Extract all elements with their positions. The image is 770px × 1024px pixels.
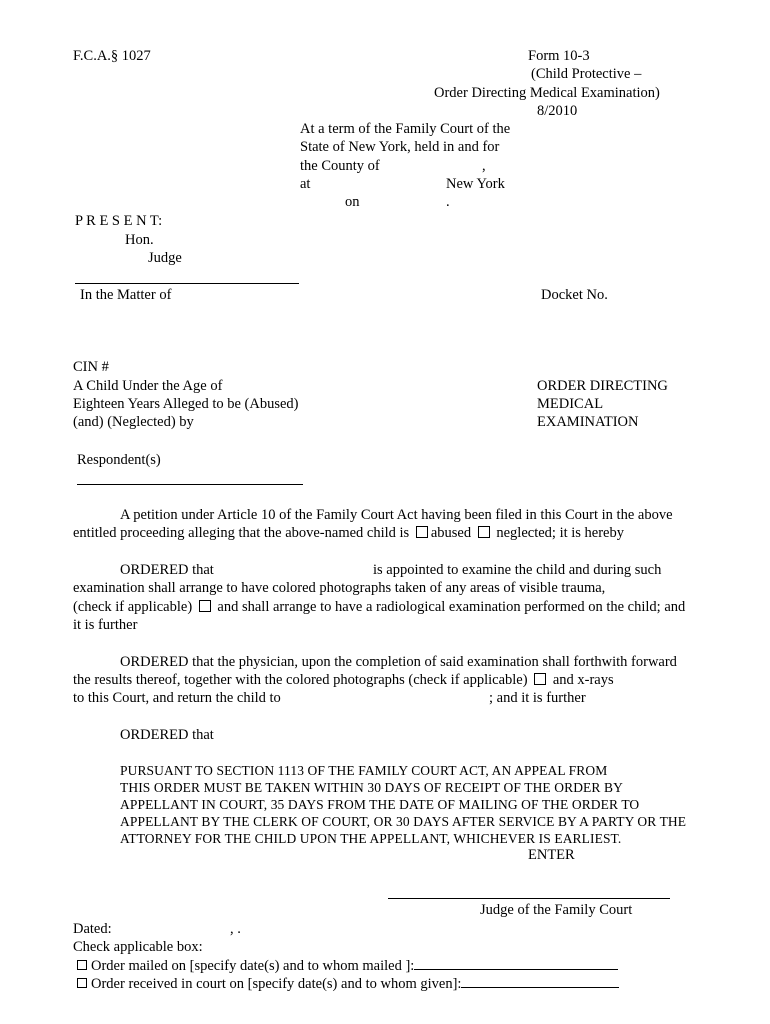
abused-checkbox[interactable] [416, 526, 428, 538]
check-if-applicable-label: (check if applicable) [73, 599, 196, 615]
check-applicable-label: Check applicable box: [73, 939, 203, 955]
order-received-blank[interactable] [461, 975, 619, 988]
dated-separator: , . [230, 921, 241, 937]
child-line-1: A Child Under the Age of [73, 378, 223, 394]
petition-line-2 [73, 524, 624, 542]
caption-bottom-rule [77, 484, 303, 485]
form-number: Form 10-3 [528, 48, 590, 64]
order-mailed-checkbox[interactable] [77, 960, 87, 970]
form-date: 8/2010 [537, 103, 578, 119]
xrays-checkbox[interactable] [534, 673, 546, 685]
term-county: the County of [300, 158, 380, 174]
ordered-2-line-3-end: ; and it is further [489, 690, 586, 706]
neglected-label: neglected; it is hereby [492, 525, 624, 541]
radiological-checkbox[interactable] [199, 600, 211, 612]
statute-reference: F.C.A.§ 1027 [73, 48, 151, 64]
petition-line-1: A petition under Article 10 of the Family Court Act having been filed in this Court in the above [120, 507, 673, 523]
ordered-1-label: ORDERED that [120, 562, 214, 578]
term-state: New York [446, 176, 505, 192]
enter-label: ENTER [528, 847, 575, 863]
present-label: P R E S E N T: [75, 213, 163, 229]
neglected-checkbox[interactable] [478, 526, 490, 538]
ordered-2-line-2-text: the results thereof, together with the colored photographs (check if applicable) [73, 672, 532, 688]
appeal-notice-line-5: ATTORNEY FOR THE CHILD UPON THE APPELLANT, WHICHEVER IS EARLIEST. [120, 831, 622, 846]
caption-top-rule [75, 283, 299, 284]
judge-signature-line[interactable] [388, 898, 670, 899]
appeal-notice-line-1: PURSUANT TO SECTION 1113 OF THE FAMILY COURT ACT, AN APPEAL FROM [120, 763, 608, 778]
ordered-1-line-3 [73, 598, 685, 616]
ordered-1-text: is appointed to examine the child and during such [373, 562, 662, 578]
term-period: . [446, 194, 450, 210]
term-line-2: State of New York, held in and for [300, 139, 500, 155]
form-title: Order Directing Medical Examination) [434, 85, 660, 101]
order-mailed-row [77, 957, 618, 975]
ordered-2-line-2 [73, 671, 614, 689]
xrays-label: and x-rays [549, 672, 614, 688]
dated-label: Dated: [73, 921, 112, 937]
appeal-notice-line-3: APPELLANT IN COURT, 35 DAYS FROM THE DATE OF MAILING OF THE ORDER TO [120, 797, 640, 812]
term-comma: , [482, 158, 486, 174]
term-on: on [345, 194, 360, 210]
ordered-1-line-2: examination shall arrange to have colored photographs taken of any areas of visible trauma, [73, 580, 606, 596]
matter-label: In the Matter of [80, 287, 172, 303]
radiological-label: and shall arrange to have a radiological examination performed on the child; and [213, 599, 686, 615]
cin-label: CIN # [73, 359, 109, 375]
order-title-line-1: ORDER DIRECTING [537, 378, 668, 394]
appeal-notice-line-2: THIS ORDER MUST BE TAKEN WITHIN 30 DAYS OF RECEIPT OF THE ORDER BY [120, 780, 623, 795]
order-title-line-2: MEDICAL [537, 396, 604, 412]
term-at: at [300, 176, 311, 192]
order-received-label: Order received in court on [specify date(s) and to whom given]: [91, 976, 462, 992]
abused-label: abused [430, 525, 475, 541]
child-line-3: (and) (Neglected) by [73, 414, 194, 430]
appeal-notice-line-4: APPELLANT BY THE CLERK OF COURT, OR 30 DAYS AFTER SERVICE BY A PARTY OR THE [120, 814, 687, 829]
ordered-1-line-4: it is further [73, 617, 138, 633]
order-title-line-3: EXAMINATION [537, 414, 639, 430]
term-line-1: At a term of the Family Court of the [300, 121, 511, 137]
docket-label: Docket No. [541, 287, 608, 303]
order-mailed-label: Order mailed on [specify date(s) and to whom mailed ]: [91, 958, 415, 974]
form-type: (Child Protective – [531, 66, 642, 82]
ordered-2-line-3: to this Court, and return the child to [73, 690, 281, 706]
hon-label: Hon. [125, 232, 154, 248]
respondent-label: Respondent(s) [77, 452, 161, 468]
judge-label: Judge [148, 250, 182, 266]
ordered-3-label: ORDERED that [120, 727, 214, 743]
petition-line-2-text: entitled proceeding alleging that the above-named child is [73, 525, 413, 541]
order-received-row [77, 975, 619, 993]
ordered-2-line-1: ORDERED that the physician, upon the completion of said examination shall forthwith forward [120, 654, 677, 670]
judge-signature-label: Judge of the Family Court [480, 902, 633, 918]
order-mailed-blank[interactable] [414, 957, 618, 970]
order-received-checkbox[interactable] [77, 978, 87, 988]
child-line-2: Eighteen Years Alleged to be (Abused) [73, 396, 299, 412]
